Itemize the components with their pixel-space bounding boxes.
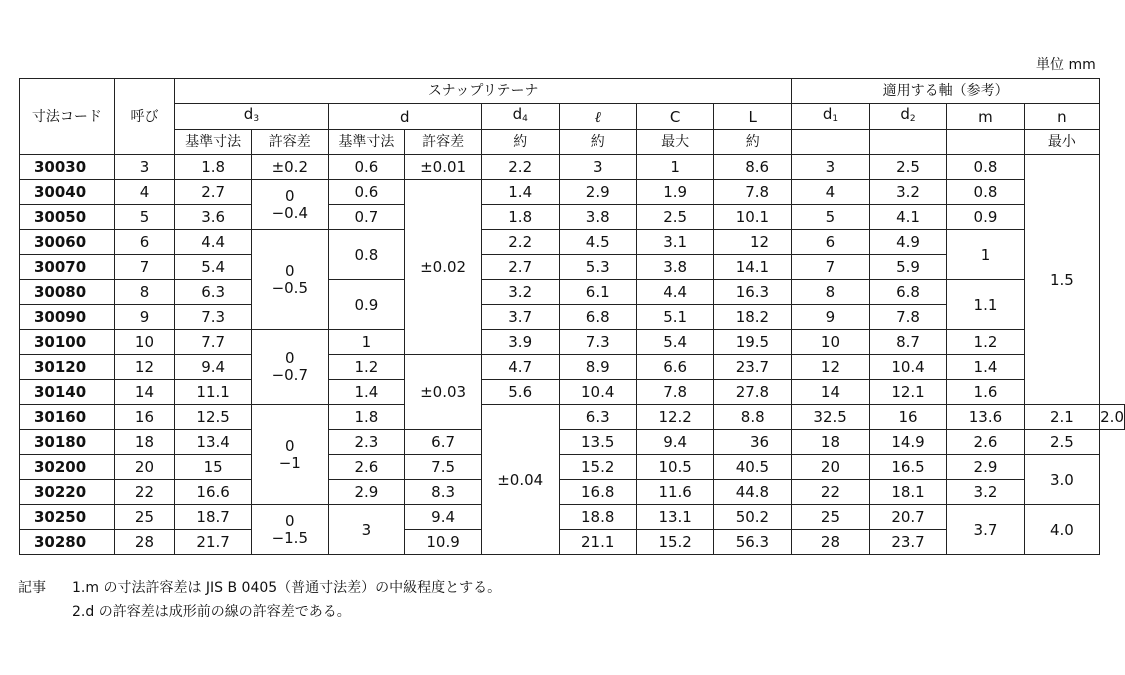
cell-nominal: 16	[114, 405, 175, 430]
cell-n: 3.0	[1024, 455, 1099, 505]
cell-l: 40.5	[714, 455, 792, 480]
cell-m: 1.4	[947, 355, 1024, 380]
cell-d2: 3.2	[869, 180, 946, 205]
cell-c: 7.8	[636, 380, 713, 405]
cell-d4: 4.7	[481, 355, 559, 380]
cell-nominal: 7	[114, 255, 175, 280]
cell-ell: 5.3	[559, 255, 636, 280]
cell-d1: 12	[792, 355, 870, 380]
cell-d2: 10.4	[869, 355, 946, 380]
cell-c: 5.4	[636, 330, 713, 355]
cell-d4: 3.2	[481, 280, 559, 305]
cell-ell: 2.9	[559, 180, 636, 205]
cell-nominal: 12	[114, 355, 175, 380]
cell-d4: 1.4	[481, 180, 559, 205]
cell-c: 1	[636, 155, 713, 180]
cell-d3: 7.3	[175, 305, 252, 330]
cell-d1: 16	[869, 405, 946, 430]
table-row	[20, 180, 1125, 205]
cell-d4: 2.2	[481, 155, 559, 180]
cell-m: 0.8	[947, 180, 1024, 205]
cell-m: 3.7	[947, 505, 1024, 555]
cell-d2: 2.5	[869, 155, 946, 180]
cell-code: 30140	[20, 380, 115, 405]
cell-d1: 22	[792, 480, 870, 505]
table-row	[20, 355, 1125, 380]
cell-tol-d3: 0 −0.7	[252, 330, 329, 405]
header-nominal: 呼び	[114, 79, 175, 155]
cell-d3: 3.6	[175, 205, 252, 230]
cell-d4: 5.6	[481, 380, 559, 405]
cell-n: 2.0	[1100, 405, 1125, 430]
cell-d: 2.3	[328, 430, 405, 455]
cell-d1: 8	[792, 280, 870, 305]
cell-c: 6.6	[636, 355, 713, 380]
cell-d2: 5.9	[869, 255, 946, 280]
cell-code: 30220	[20, 480, 115, 505]
cell-code: 30100	[20, 330, 115, 355]
cell-l: 44.8	[714, 480, 792, 505]
cell-l: 18.2	[714, 305, 792, 330]
cell-m: 2.9	[947, 455, 1024, 480]
cell-d3: 11.1	[175, 380, 252, 405]
cell-d: 1.4	[328, 380, 405, 405]
cell-m: 0.9	[947, 205, 1024, 230]
table-row	[20, 455, 1125, 480]
table-row	[20, 155, 1125, 180]
cell-d2: 4.1	[869, 205, 946, 230]
header-approx-l: 約	[714, 130, 792, 155]
cell-nominal: 6	[114, 230, 175, 255]
header-d: d	[328, 104, 481, 130]
cell-d1: 3	[792, 155, 870, 180]
cell-c: 9.4	[636, 430, 713, 455]
cell-tol-d3: 0 −0.5	[252, 230, 329, 330]
cell-l: 32.5	[792, 405, 870, 430]
header-d3: $d_3$	[175, 104, 328, 130]
cell-nominal: 22	[114, 480, 175, 505]
header-empty-m	[947, 130, 1024, 155]
cell-d2: 20.7	[869, 505, 946, 530]
cell-l: 50.2	[714, 505, 792, 530]
cell-d4: 2.7	[481, 255, 559, 280]
header-basic-d: 基準寸法	[328, 130, 405, 155]
cell-d3: 21.7	[175, 530, 252, 555]
cell-code: 30030	[20, 155, 115, 180]
header-l: L	[714, 104, 792, 130]
cell-d2: 13.6	[947, 405, 1024, 430]
cell-d3: 9.4	[175, 355, 252, 380]
cell-d: 1.2	[328, 355, 405, 380]
header-snap-retainer: スナップリテーナ	[175, 79, 792, 104]
cell-ell: 4.5	[559, 230, 636, 255]
cell-l: 56.3	[714, 530, 792, 555]
note-line-2	[18, 600, 501, 624]
table-row	[20, 230, 1125, 255]
cell-m: 1.6	[947, 380, 1024, 405]
cell-l: 23.7	[714, 355, 792, 380]
header-min-n: 最小	[1024, 130, 1099, 155]
cell-d: 1	[328, 330, 405, 355]
cell-d1: 6	[792, 230, 870, 255]
cell-tol-d3: 0 −1.5	[252, 505, 329, 555]
cell-d4: 10.9	[405, 530, 482, 555]
cell-nominal: 18	[114, 430, 175, 455]
cell-c: 3.1	[636, 230, 713, 255]
cell-code: 30120	[20, 355, 115, 380]
cell-d1: 14	[792, 380, 870, 405]
cell-m: 0.8	[947, 155, 1024, 180]
table-row	[20, 505, 1125, 530]
cell-d4: 9.4	[405, 505, 482, 530]
cell-d2: 6.8	[869, 280, 946, 305]
cell-d1: 18	[792, 430, 870, 455]
cell-tol-d: ±0.01	[405, 155, 482, 180]
cell-l: 12	[714, 230, 792, 255]
cell-ell: 6.1	[559, 280, 636, 305]
cell-l: 8.6	[714, 155, 792, 180]
cell-m: 1	[947, 230, 1024, 280]
cell-tol-d: ±0.02	[405, 180, 482, 355]
cell-c: 13.1	[636, 505, 713, 530]
cell-code: 30090	[20, 305, 115, 330]
cell-nominal: 28	[114, 530, 175, 555]
cell-d4: 2.2	[481, 230, 559, 255]
cell-d1: 9	[792, 305, 870, 330]
cell-d3: 18.7	[175, 505, 252, 530]
cell-d3: 4.4	[175, 230, 252, 255]
header-m: m	[947, 104, 1024, 130]
spec-table	[19, 78, 1125, 555]
cell-c: 3.8	[636, 255, 713, 280]
cell-d2: 7.8	[869, 305, 946, 330]
cell-d4: 8.3	[405, 480, 482, 505]
note-2: 2.d の許容差は成形前の線の許容差である。	[72, 604, 351, 620]
cell-d1: 28	[792, 530, 870, 555]
cell-d: 1.8	[328, 405, 405, 430]
cell-ell: 10.4	[559, 380, 636, 405]
cell-ell: 3.8	[559, 205, 636, 230]
header-approx-ell: 約	[559, 130, 636, 155]
table-row	[20, 330, 1125, 355]
cell-nominal: 8	[114, 280, 175, 305]
cell-d4: 7.5	[405, 455, 482, 480]
cell-m: 2.6	[947, 430, 1024, 455]
cell-n: 1.5	[1024, 155, 1099, 405]
cell-d: 2.6	[328, 455, 405, 480]
header-max-c: 最大	[636, 130, 713, 155]
cell-nominal: 20	[114, 455, 175, 480]
table-row	[20, 380, 1125, 405]
cell-c: 5.1	[636, 305, 713, 330]
header-ell: ℓ	[559, 104, 636, 130]
notes-label: 記事	[18, 580, 46, 596]
cell-d: 0.6	[328, 155, 405, 180]
header-d1: $d_1$	[792, 104, 870, 130]
cell-c: 1.9	[636, 180, 713, 205]
cell-d2: 18.1	[869, 480, 946, 505]
cell-code: 30070	[20, 255, 115, 280]
notes	[18, 576, 501, 624]
cell-d2: 12.1	[869, 380, 946, 405]
cell-d1: 4	[792, 180, 870, 205]
table-row	[20, 405, 1125, 430]
cell-d1: 7	[792, 255, 870, 280]
cell-d: 0.8	[328, 230, 405, 280]
cell-ell: 7.3	[559, 330, 636, 355]
cell-l: 27.8	[714, 380, 792, 405]
cell-nominal: 3	[114, 155, 175, 180]
header-empty-d2	[869, 130, 946, 155]
cell-ell: 3	[559, 155, 636, 180]
cell-c: 4.4	[636, 280, 713, 305]
cell-d1: 25	[792, 505, 870, 530]
cell-ell: 13.5	[559, 430, 636, 455]
cell-code: 30250	[20, 505, 115, 530]
cell-d2: 23.7	[869, 530, 946, 555]
cell-nominal: 4	[114, 180, 175, 205]
header-tol-d: 許容差	[405, 130, 482, 155]
header-basic-d3: 基準寸法	[175, 130, 252, 155]
cell-d1: 20	[792, 455, 870, 480]
cell-d1: 10	[792, 330, 870, 355]
cell-code: 30060	[20, 230, 115, 255]
cell-d: 0.7	[328, 205, 405, 230]
cell-m: 1.1	[947, 280, 1024, 330]
header-applicable-shaft: 適用する軸（参考）	[792, 79, 1100, 104]
table-row	[20, 480, 1125, 505]
cell-code: 30040	[20, 180, 115, 205]
cell-d4: 6.7	[405, 430, 482, 455]
cell-code: 30160	[20, 405, 115, 430]
cell-ell: 15.2	[559, 455, 636, 480]
cell-m: 1.2	[947, 330, 1024, 355]
header-size-code: 寸法コード	[20, 79, 115, 155]
table-row	[20, 205, 1125, 230]
cell-nominal: 25	[114, 505, 175, 530]
cell-d3: 15	[175, 455, 252, 480]
cell-c: 15.2	[636, 530, 713, 555]
cell-d3: 16.6	[175, 480, 252, 505]
cell-code: 30180	[20, 430, 115, 455]
cell-ell: 8.9	[559, 355, 636, 380]
header-tol-d3: 許容差	[252, 130, 329, 155]
cell-ell: 16.8	[559, 480, 636, 505]
cell-code: 30200	[20, 455, 115, 480]
cell-d2: 8.7	[869, 330, 946, 355]
cell-m: 3.2	[947, 480, 1024, 505]
cell-l: 7.8	[714, 180, 792, 205]
cell-l: 14.1	[714, 255, 792, 280]
cell-l: 10.1	[714, 205, 792, 230]
cell-c: 8.8	[714, 405, 792, 430]
cell-d: 3	[328, 505, 405, 555]
cell-d4: 1.8	[481, 205, 559, 230]
note-1: 1.m の寸法許容差は JIS B 0405（普通寸法差）の中級程度とする。	[72, 580, 502, 596]
cell-d1: 5	[792, 205, 870, 230]
cell-d: 0.9	[328, 280, 405, 330]
cell-ell: 12.2	[636, 405, 713, 430]
cell-d3: 6.3	[175, 280, 252, 305]
cell-tol-d3: ±0.2	[252, 155, 329, 180]
cell-d2: 14.9	[869, 430, 946, 455]
cell-d3: 13.4	[175, 430, 252, 455]
cell-d4: 3.9	[481, 330, 559, 355]
cell-l: 19.5	[714, 330, 792, 355]
cell-tol-d: ±0.04	[481, 405, 559, 555]
cell-nominal: 5	[114, 205, 175, 230]
header-n: n	[1024, 104, 1099, 130]
cell-d: 0.6	[328, 180, 405, 205]
cell-c: 10.5	[636, 455, 713, 480]
cell-d3: 1.8	[175, 155, 252, 180]
cell-ell: 18.8	[559, 505, 636, 530]
cell-ell: 21.1	[559, 530, 636, 555]
cell-d3: 5.4	[175, 255, 252, 280]
cell-nominal: 10	[114, 330, 175, 355]
cell-d3: 12.5	[175, 405, 252, 430]
cell-d3: 7.7	[175, 330, 252, 355]
cell-d4: 3.7	[481, 305, 559, 330]
cell-ell: 6.8	[559, 305, 636, 330]
header-empty-d1	[792, 130, 870, 155]
cell-code: 30080	[20, 280, 115, 305]
cell-l: 16.3	[714, 280, 792, 305]
table-row	[20, 280, 1125, 305]
table-row	[20, 430, 1125, 455]
header-c: C	[636, 104, 713, 130]
header-approx-d4: 約	[481, 130, 559, 155]
cell-nominal: 9	[114, 305, 175, 330]
cell-d4: 6.3	[559, 405, 636, 430]
cell-d2: 4.9	[869, 230, 946, 255]
cell-l: 36	[714, 430, 792, 455]
cell-tol-d3: 0 −1	[252, 405, 329, 505]
cell-tol-d: ±0.03	[405, 355, 482, 430]
header-d4: $d_4$	[481, 104, 559, 130]
header-d2: $d_2$	[869, 104, 946, 130]
unit-label: 単位 mm	[1036, 57, 1096, 73]
cell-m: 2.1	[1024, 405, 1099, 430]
cell-d3: 2.7	[175, 180, 252, 205]
cell-nominal: 14	[114, 380, 175, 405]
cell-c: 2.5	[636, 205, 713, 230]
cell-tol-d3: 0 −0.4	[252, 180, 329, 230]
cell-code: 30050	[20, 205, 115, 230]
cell-d2: 16.5	[869, 455, 946, 480]
cell-d: 2.9	[328, 480, 405, 505]
cell-n: 4.0	[1024, 505, 1099, 555]
cell-code: 30280	[20, 530, 115, 555]
note-line-1	[18, 576, 501, 600]
cell-n: 2.5	[1024, 430, 1099, 455]
cell-c: 11.6	[636, 480, 713, 505]
